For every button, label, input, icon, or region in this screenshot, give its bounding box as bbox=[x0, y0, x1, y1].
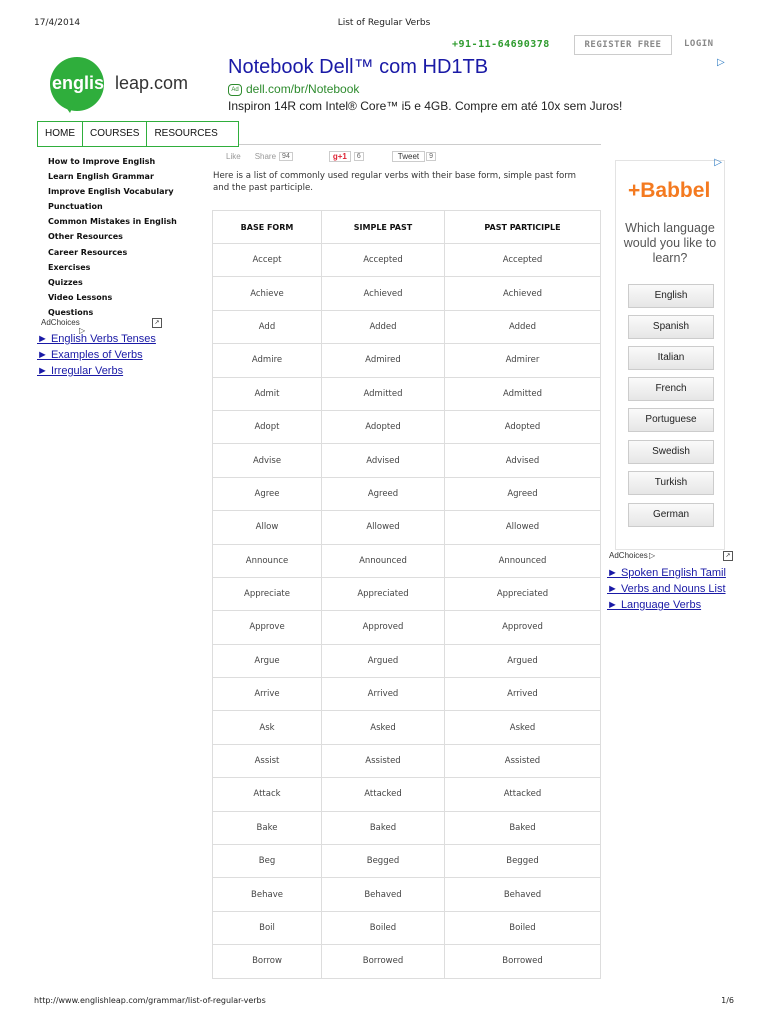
main-nav bbox=[37, 121, 239, 147]
simple-past-cell: Attacked bbox=[322, 778, 445, 811]
table-row bbox=[213, 377, 601, 410]
base-form-cell: Add bbox=[213, 310, 322, 343]
language-button-swedish[interactable]: Swedish bbox=[628, 440, 714, 464]
intro-text: Here is a list of commonly used regular verbs with their base form, simple past form and the past participle. bbox=[213, 171, 577, 193]
column-header-past: SIMPLE PAST bbox=[322, 211, 445, 244]
print-page-number: 1/6 bbox=[721, 996, 734, 1005]
right-ad-link[interactable]: ► Spoken English Tamil bbox=[607, 567, 726, 579]
simple-past-cell: Boiled bbox=[322, 911, 445, 944]
simple-past-cell: Behaved bbox=[322, 878, 445, 911]
past-participle-cell: Borrowed bbox=[445, 945, 601, 978]
column-header-participle: PAST PARTICIPLE bbox=[445, 211, 601, 244]
simple-past-cell: Baked bbox=[322, 811, 445, 844]
ad-close-icon[interactable]: ↗ bbox=[723, 551, 733, 561]
language-button-turkish[interactable]: Turkish bbox=[628, 471, 714, 495]
ad-close-icon[interactable]: ↗ bbox=[152, 318, 162, 328]
language-button-german[interactable]: German bbox=[628, 503, 714, 527]
nav-resources[interactable]: RESOURCES bbox=[154, 128, 218, 139]
table-row bbox=[213, 410, 601, 443]
share-button[interactable]: Share bbox=[254, 152, 277, 161]
logo-text-main: english bbox=[52, 73, 116, 93]
simple-past-cell: Accepted bbox=[322, 244, 445, 277]
base-form-cell: Argue bbox=[213, 644, 322, 677]
base-form-cell: Announce bbox=[213, 544, 322, 577]
ad-info-icon[interactable]: ▷ bbox=[714, 157, 722, 168]
site-logo[interactable] bbox=[50, 57, 210, 111]
base-form-cell: Ask bbox=[213, 711, 322, 744]
base-form-cell: Assist bbox=[213, 744, 322, 777]
past-participle-cell: Attacked bbox=[445, 778, 601, 811]
past-participle-cell: Advised bbox=[445, 444, 601, 477]
simple-past-cell: Adopted bbox=[322, 410, 445, 443]
gplus-button[interactable]: g+1 bbox=[329, 151, 351, 162]
table-row bbox=[213, 444, 601, 477]
base-form-cell: Attack bbox=[213, 778, 322, 811]
gplus-count: 6 bbox=[354, 152, 364, 161]
past-participle-cell: Allowed bbox=[445, 511, 601, 544]
babbel-ad[interactable] bbox=[615, 157, 725, 550]
verbs-table bbox=[212, 210, 601, 979]
simple-past-cell: Agreed bbox=[322, 477, 445, 510]
sidebar-link[interactable]: Improve English Vocabulary bbox=[48, 187, 174, 197]
base-form-cell: Arrive bbox=[213, 678, 322, 711]
simple-past-cell: Begged bbox=[322, 845, 445, 878]
past-participle-cell: Announced bbox=[445, 544, 601, 577]
past-participle-cell: Boiled bbox=[445, 911, 601, 944]
print-date: 17/4/2014 bbox=[34, 18, 81, 28]
past-participle-cell: Approved bbox=[445, 611, 601, 644]
base-form-cell: Approve bbox=[213, 611, 322, 644]
logo-text-rest: leap.com bbox=[115, 73, 189, 93]
base-form-cell: Agree bbox=[213, 477, 322, 510]
simple-past-cell: Admitted bbox=[322, 377, 445, 410]
right-adchoices[interactable]: AdChoices bbox=[609, 551, 648, 560]
phone-number: +91-11-64690378 bbox=[452, 39, 550, 50]
past-participle-cell: Adopted bbox=[445, 410, 601, 443]
table-row bbox=[213, 577, 601, 610]
table-body bbox=[213, 244, 601, 979]
simple-past-cell: Announced bbox=[322, 544, 445, 577]
language-button-italian[interactable]: Italian bbox=[628, 346, 714, 370]
login-link[interactable]: LOGIN bbox=[684, 39, 714, 49]
sidebar-link[interactable]: Other Resources bbox=[48, 232, 123, 242]
table-header-row bbox=[213, 211, 601, 244]
nav-courses[interactable]: COURSES bbox=[83, 122, 147, 146]
past-participle-cell: Achieved bbox=[445, 277, 601, 310]
sidebar-link[interactable]: Common Mistakes in English bbox=[48, 217, 177, 227]
past-participle-cell: Agreed bbox=[445, 477, 601, 510]
simple-past-cell: Borrowed bbox=[322, 945, 445, 978]
simple-past-cell: Allowed bbox=[322, 511, 445, 544]
right-ad-links bbox=[607, 565, 726, 613]
base-form-cell: Bake bbox=[213, 811, 322, 844]
base-form-cell: Behave bbox=[213, 878, 322, 911]
sidebar-ad-link[interactable]: ► English Verbs Tenses bbox=[37, 333, 156, 345]
ad-title-link[interactable]: Notebook Dell™ com HD1TB bbox=[228, 56, 489, 78]
register-button[interactable]: REGISTER FREE bbox=[574, 35, 672, 55]
table-row bbox=[213, 511, 601, 544]
base-form-cell: Boil bbox=[213, 911, 322, 944]
ad-description: Inspiron 14R com Intel® Core™ i5 e 4GB. Compre em até 10x sem Juros! bbox=[228, 99, 623, 113]
sidebar-ad-link[interactable]: ► Irregular Verbs bbox=[37, 365, 124, 377]
tweet-button[interactable]: Tweet bbox=[392, 151, 425, 162]
social-bar bbox=[226, 151, 436, 162]
ad-badge-icon: Ad bbox=[228, 84, 242, 96]
babbel-question: Which language would you like to learn? bbox=[623, 221, 717, 265]
past-participle-cell: Baked bbox=[445, 811, 601, 844]
tweet-count: 9 bbox=[426, 152, 436, 161]
print-url: http://www.englishleap.com/grammar/list-of-regular-verbs bbox=[34, 996, 266, 1005]
simple-past-cell: Assisted bbox=[322, 744, 445, 777]
table-row bbox=[213, 544, 601, 577]
base-form-cell: Beg bbox=[213, 845, 322, 878]
language-button-spanish[interactable]: Spanish bbox=[628, 315, 714, 339]
simple-past-cell: Asked bbox=[322, 711, 445, 744]
table-row bbox=[213, 244, 601, 277]
past-participle-cell: Accepted bbox=[445, 244, 601, 277]
past-participle-cell: Appreciated bbox=[445, 577, 601, 610]
sidebar-link[interactable]: Learn English Grammar bbox=[48, 172, 154, 182]
base-form-cell: Advise bbox=[213, 444, 322, 477]
past-participle-cell: Admirer bbox=[445, 344, 601, 377]
adchoices-play-icon[interactable]: ▷ bbox=[79, 326, 86, 335]
table-row bbox=[213, 678, 601, 711]
sidebar-link[interactable]: Career Resources bbox=[48, 247, 128, 257]
sidebar-link[interactable]: Questions bbox=[48, 307, 94, 317]
like-button[interactable]: Like bbox=[226, 152, 241, 161]
print-page-title: List of Regular Verbs bbox=[337, 18, 431, 28]
sidebar-link[interactable]: Quizzes bbox=[48, 277, 83, 287]
table-row bbox=[213, 644, 601, 677]
past-participle-cell: Added bbox=[445, 310, 601, 343]
language-button-portuguese[interactable]: Portuguese bbox=[628, 408, 714, 432]
past-participle-cell: Arrived bbox=[445, 678, 601, 711]
sidebar-link[interactable]: Video Lessons bbox=[48, 292, 113, 302]
base-form-cell: Accept bbox=[213, 244, 322, 277]
sidebar-link[interactable]: Exercises bbox=[48, 262, 91, 272]
table-row bbox=[213, 845, 601, 878]
past-participle-cell: Asked bbox=[445, 711, 601, 744]
simple-past-cell: Achieved bbox=[322, 277, 445, 310]
simple-past-cell: Advised bbox=[322, 444, 445, 477]
base-form-cell: Adopt bbox=[213, 410, 322, 443]
share-count: 94 bbox=[279, 152, 293, 161]
sidebar bbox=[48, 154, 177, 320]
simple-past-cell: Argued bbox=[322, 644, 445, 677]
past-participle-cell: Assisted bbox=[445, 744, 601, 777]
table-row bbox=[213, 911, 601, 944]
past-participle-cell: Behaved bbox=[445, 878, 601, 911]
right-ad-link[interactable]: ► Language Verbs bbox=[607, 599, 702, 611]
babbel-logo: +Babbel bbox=[628, 179, 711, 202]
simple-past-cell: Added bbox=[322, 310, 445, 343]
sidebar-link[interactable]: How to Improve English bbox=[48, 157, 156, 166]
table-row bbox=[213, 711, 601, 744]
sidebar-link[interactable]: Punctuation bbox=[48, 202, 103, 212]
sidebar-ad-links bbox=[37, 331, 156, 379]
table-row bbox=[213, 310, 601, 343]
sidebar-ad-link[interactable]: ► Examples of Verbs bbox=[37, 349, 143, 361]
base-form-cell: Appreciate bbox=[213, 577, 322, 610]
table-row bbox=[213, 277, 601, 310]
simple-past-cell: Arrived bbox=[322, 678, 445, 711]
simple-past-cell: Appreciated bbox=[322, 577, 445, 610]
base-form-cell: Allow bbox=[213, 511, 322, 544]
past-participle-cell: Begged bbox=[445, 845, 601, 878]
base-form-cell: Achieve bbox=[213, 277, 322, 310]
language-button-french[interactable]: French bbox=[628, 377, 714, 401]
simple-past-cell: Approved bbox=[322, 611, 445, 644]
language-button-english[interactable]: English bbox=[628, 284, 714, 308]
table-row bbox=[213, 477, 601, 510]
past-participle-cell: Admitted bbox=[445, 377, 601, 410]
table-row bbox=[213, 945, 601, 978]
table-row bbox=[213, 744, 601, 777]
adchoices-play-icon[interactable]: ▷ bbox=[649, 551, 656, 560]
past-participle-cell: Argued bbox=[445, 644, 601, 677]
base-form-cell: Admire bbox=[213, 344, 322, 377]
right-ad-link[interactable]: ► Verbs and Nouns List bbox=[607, 583, 726, 595]
table-row bbox=[213, 344, 601, 377]
ad-url[interactable]: Ad dell.com/br/Notebook bbox=[228, 82, 359, 96]
nav-home[interactable]: HOME bbox=[38, 122, 83, 146]
column-header-base: BASE FORM bbox=[213, 211, 322, 244]
simple-past-cell: Admired bbox=[322, 344, 445, 377]
table-row bbox=[213, 811, 601, 844]
base-form-cell: Borrow bbox=[213, 945, 322, 978]
table-row bbox=[213, 778, 601, 811]
ad-info-icon[interactable]: ▷ bbox=[717, 57, 725, 68]
table-row bbox=[213, 611, 601, 644]
base-form-cell: Admit bbox=[213, 377, 322, 410]
sidebar-adchoices[interactable]: AdChoices bbox=[41, 318, 80, 327]
table-row bbox=[213, 878, 601, 911]
